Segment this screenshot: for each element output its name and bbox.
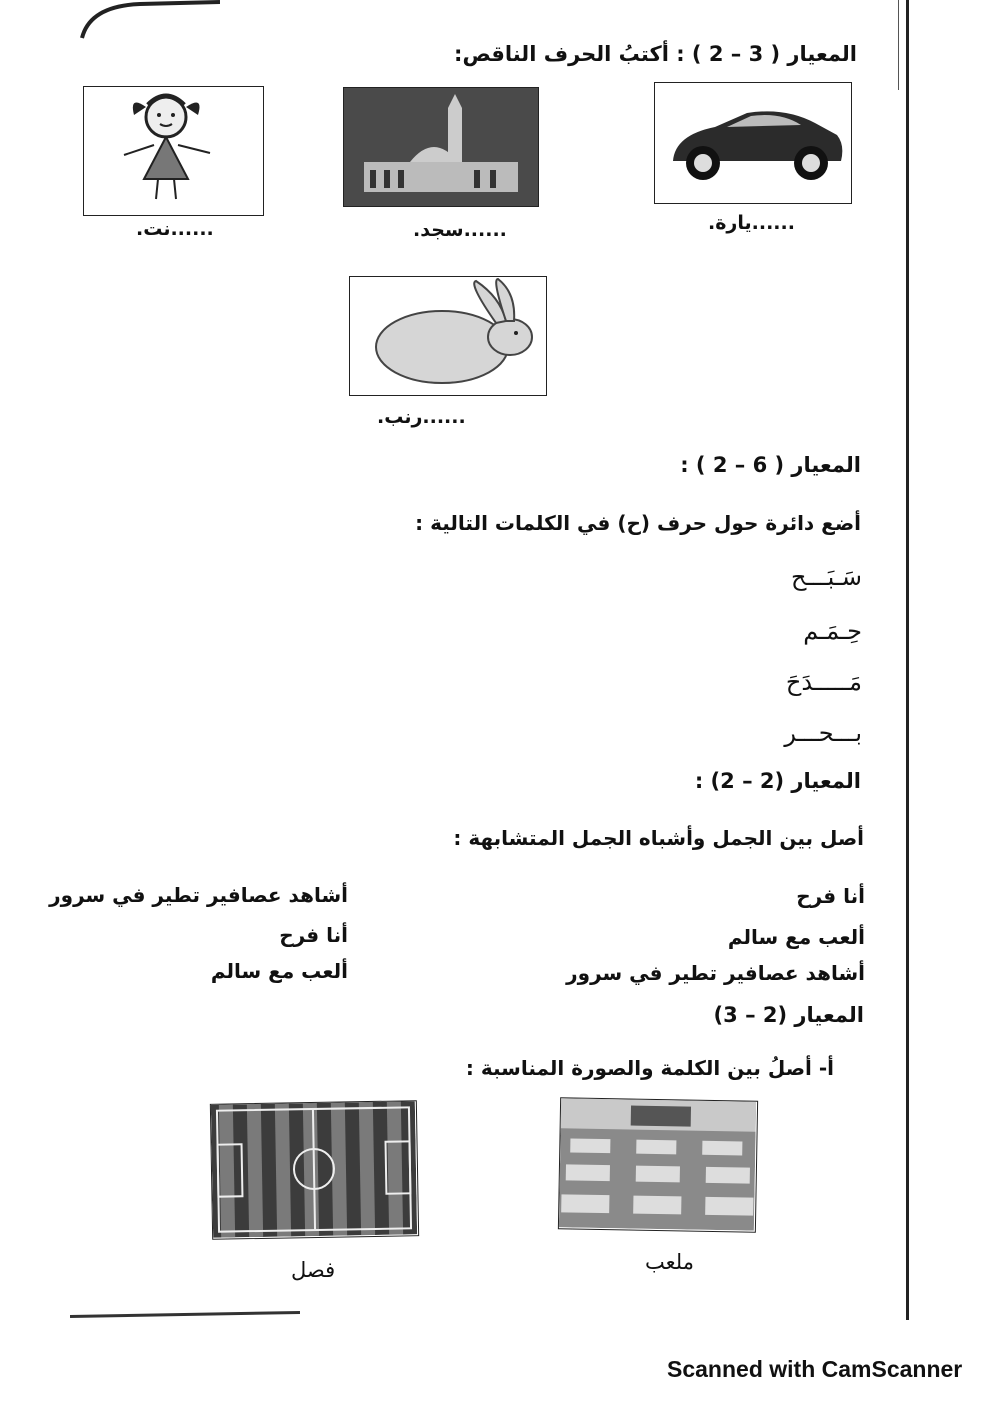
section4-instruction: أ- أصلُ بين الكلمة والصورة المناسبة : bbox=[465, 1056, 834, 1080]
rabbit-icon bbox=[350, 277, 545, 394]
football-field-picture-frame[interactable] bbox=[210, 1100, 419, 1240]
classroom-picture-frame[interactable] bbox=[558, 1097, 758, 1232]
section2-heading: المعيار ( 6 – 2 ) : bbox=[680, 453, 861, 477]
car-word-label: ......يارة. bbox=[708, 212, 795, 234]
word-item[interactable]: بـــحـــر bbox=[784, 719, 862, 747]
section2-instruction: أضع دائرة حول حرف (ح) في الكلمات التالية : bbox=[415, 511, 861, 535]
car-icon bbox=[655, 83, 850, 202]
mosque-icon bbox=[344, 88, 538, 206]
right-margin-line bbox=[906, 0, 909, 1320]
left-sentence[interactable]: ألعب مع سالم bbox=[210, 959, 348, 983]
girl-picture-frame bbox=[83, 86, 264, 216]
word-label-classroom[interactable]: فصل bbox=[291, 1258, 336, 1282]
right-sentence[interactable]: ألعب مع سالم bbox=[727, 925, 865, 949]
bottom-rule bbox=[70, 1311, 300, 1318]
left-sentence[interactable]: أنا فرح bbox=[279, 923, 348, 947]
section3-instruction: أصل بين الجمل وأشباه الجمل المتشابهة : bbox=[453, 826, 864, 850]
word-item[interactable]: مَـــــدَحَ bbox=[785, 668, 862, 696]
section4-heading: المعيار (2 – 3) bbox=[713, 1003, 864, 1027]
rabbit-picture-frame bbox=[349, 276, 547, 396]
rabbit-word-label: ......رنب. bbox=[377, 406, 466, 428]
camscanner-watermark: Scanned with CamScanner bbox=[667, 1356, 963, 1382]
football-field-icon bbox=[211, 1101, 417, 1238]
girl-icon bbox=[84, 87, 262, 214]
right-sentence[interactable]: أشاهد عصافير تطير في سرور bbox=[566, 961, 865, 985]
car-picture-frame bbox=[654, 82, 852, 204]
mosque-word-label: ......سجد. bbox=[413, 219, 507, 241]
page-corner-curve bbox=[80, 0, 220, 40]
section1-heading: المعيار ( 3 – 2 ) : أكتبُ الحرف الناقص: bbox=[454, 42, 857, 66]
mosque-picture-frame bbox=[343, 87, 539, 207]
girl-word-label: ......نت. bbox=[136, 218, 214, 240]
section3-heading: المعيار (2 – 2) : bbox=[694, 769, 861, 793]
right-margin-line-inner bbox=[898, 0, 899, 90]
word-item[interactable]: سَـبَـــح bbox=[791, 563, 862, 591]
word-item[interactable]: حِـمَـم bbox=[803, 617, 862, 645]
word-label-playground[interactable]: ملعب bbox=[645, 1250, 694, 1274]
right-sentence[interactable]: أنا فرح bbox=[796, 884, 865, 908]
left-sentence[interactable]: أشاهد عصافير تطير في سرور bbox=[49, 883, 348, 907]
classroom-icon bbox=[559, 1098, 756, 1230]
